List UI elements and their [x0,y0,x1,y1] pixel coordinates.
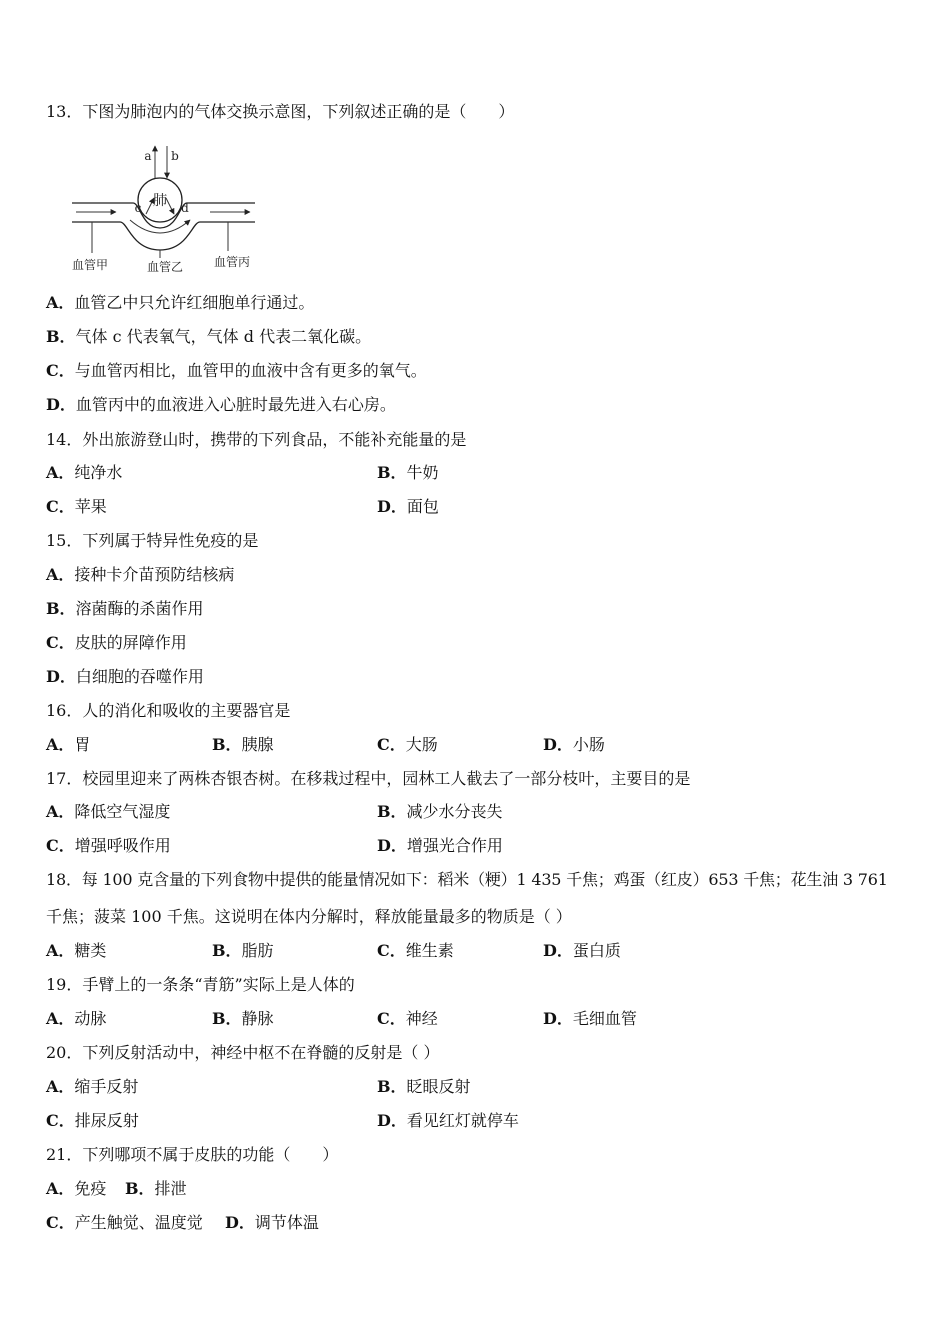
option-text: 气体 c 代表氧气，气体 d 代表二氧化碳。 [75,327,372,346]
option-letter: D． [377,836,407,855]
option-letter: B． [377,802,407,821]
option-text: 免疫 [74,1179,107,1198]
option-letter: D． [543,941,573,960]
question-20-stem [46,1043,439,1063]
q13-option-a [46,293,314,313]
label-vessel-1: 血管甲 [71,258,109,272]
q16-option-b [212,735,274,755]
question-16-stem [46,701,290,721]
question-number: 13． [46,102,83,121]
option-letter: C． [46,1111,75,1130]
option-letter: A． [46,293,75,312]
option-letter: B． [212,1009,242,1028]
option-letter: B． [46,327,76,346]
option-text: 苹果 [74,497,107,516]
option-text: 神经 [405,1009,438,1028]
label-b: b [171,149,179,163]
option-text: 降低空气湿度 [74,802,171,821]
option-text: 毛细血管 [572,1009,637,1028]
q20-option-b [377,1077,471,1097]
option-text: 血管乙中只允许红细胞单行通过。 [74,293,315,312]
option-letter: C． [46,1213,75,1232]
option-letter: A． [46,1179,75,1198]
question-number: 20． [46,1043,83,1062]
question-13-stem [46,102,514,122]
question-21-stem [46,1145,338,1165]
option-letter: A． [46,1009,75,1028]
question-text: 下列反射活动中，神经中枢不在脊髓的反射是（ ） [82,1043,440,1062]
option-text: 溶菌酶的杀菌作用 [75,599,204,618]
question-text: 下列哪项不属于皮肤的功能（ ） [82,1145,339,1164]
option-letter: B． [377,463,407,482]
option-letter: D． [543,1009,573,1028]
q20-option-a [46,1077,138,1097]
q19-option-d [543,1009,637,1029]
question-number: 15． [46,531,83,550]
option-letter: C． [377,1009,406,1028]
option-letter: C． [46,361,75,380]
option-letter: C． [377,735,406,754]
q15-option-c [46,633,187,653]
q17-option-b [377,802,503,822]
q13-option-d [46,395,396,415]
option-text: 牛奶 [406,463,439,482]
q14-option-a [46,463,122,483]
q19-option-c [377,1009,438,1029]
option-text: 白细胞的吞噬作用 [75,667,204,686]
option-text: 眨眼反射 [406,1077,471,1096]
option-text: 大肠 [405,735,438,754]
option-letter: A． [46,1077,75,1096]
option-text: 面包 [406,497,439,516]
option-letter: C． [46,836,75,855]
option-letter: D． [377,497,407,516]
option-text: 产生触觉、温度觉 [74,1213,203,1232]
question-text: 下列属于特异性免疫的是 [82,531,259,550]
option-letter: D． [543,735,573,754]
option-text: 排尿反射 [74,1111,139,1130]
option-letter: A． [46,565,75,584]
question-text: 下图为肺泡内的气体交换示意图，下列叙述正确的是（ ） [82,102,515,121]
option-letter: C． [46,497,75,516]
option-text: 皮肤的屏障作用 [74,633,187,652]
q17-option-c [46,836,171,856]
q18-option-b [212,941,274,961]
option-letter: C． [377,941,406,960]
alveolus-gas-exchange-diagram [60,138,260,278]
q20-option-d [377,1111,519,1131]
option-text: 血管丙中的血液进入心脏时最先进入右心房。 [75,395,396,414]
question-text-continued: 千焦；菠菜 100 千焦。这说明在体内分解时，释放能量最多的物质是（ ） [46,907,572,926]
label-a: a [144,149,152,163]
question-number: 17． [46,769,83,788]
question-text: 外出旅游登山时，携带的下列食品，不能补充能量的是 [82,430,467,449]
option-letter: A． [46,735,75,754]
option-letter: D． [46,395,76,414]
question-14-stem [46,430,466,450]
alveolus-label: 肺 [153,193,167,209]
q17-option-a [46,802,170,822]
option-letter: B． [125,1179,155,1198]
option-text: 小肠 [572,735,605,754]
option-letter: B． [46,599,76,618]
question-number: 16． [46,701,83,720]
option-text: 减少水分丧失 [406,802,503,821]
arrow-d [166,198,174,214]
option-letter: C． [46,633,75,652]
option-text: 接种卡介苗预防结核病 [74,565,235,584]
q16-option-c [377,735,438,755]
option-text: 缩手反射 [74,1077,139,1096]
q15-option-d [46,667,204,687]
question-number: 19． [46,975,83,994]
question-text: 每 100 克含量的下列食物中提供的能量情况如下：稻米（粳）1 435 千焦；鸡蛋（红皮）653 千焦；花生油 3 761 [81,870,888,889]
option-text: 糖类 [74,941,107,960]
option-text: 排泄 [154,1179,187,1198]
question-18-stem-line1 [46,870,888,890]
option-text: 纯净水 [74,463,123,482]
option-text: 增强光合作用 [406,836,503,855]
label-d: d [181,201,189,215]
q21-option-d [225,1213,319,1233]
option-letter: B． [212,941,242,960]
q14-option-b [377,463,439,483]
option-text: 动脉 [74,1009,107,1028]
question-number: 14． [46,430,83,449]
q18-option-a [46,941,106,961]
option-letter: D． [377,1111,407,1130]
question-text: 手臂上的一条条“青筋”实际上是人体的 [82,975,355,994]
question-text: 人的消化和吸收的主要器官是 [82,701,291,720]
question-18-stem-line2 [46,907,572,927]
q18-option-c [377,941,454,961]
q16-option-a [46,735,90,755]
option-letter: B． [212,735,242,754]
q14-option-d [377,497,439,517]
q14-option-c [46,497,107,517]
option-text: 维生素 [405,941,454,960]
q17-option-d [377,836,503,856]
option-text: 增强呼吸作用 [74,836,171,855]
question-number: 18． [46,870,82,889]
option-text: 蛋白质 [572,941,621,960]
q21-option-b [125,1179,187,1199]
option-letter: B． [377,1077,407,1096]
option-text: 脂肪 [241,941,274,960]
option-letter: A． [46,463,75,482]
option-text: 胰腺 [241,735,274,754]
question-15-stem [46,531,258,551]
option-text: 与血管丙相比，血管甲的血液中含有更多的氧气。 [74,361,427,380]
option-text: 静脉 [241,1009,274,1028]
option-letter: A． [46,941,75,960]
option-text: 胃 [74,735,91,754]
q15-option-a [46,565,234,585]
option-letter: D． [46,667,76,686]
q21-option-c [46,1213,203,1233]
question-text: 校园里迎来了两株杏银杏树。在移栽过程中，园林工人截去了一部分枝叶，主要目的是 [82,769,691,788]
q21-option-a [46,1179,106,1199]
label-vessel-3: 血管丙 [213,255,251,269]
q20-option-c [46,1111,139,1131]
q18-option-d [543,941,621,961]
q13-option-b [46,327,371,347]
q13-option-c [46,361,427,381]
label-vessel-2: 血管乙 [146,260,184,274]
q16-option-d [543,735,605,755]
question-17-stem [46,769,690,789]
label-c: c [134,201,142,215]
q15-option-b [46,599,204,619]
option-letter: D． [225,1213,255,1232]
question-19-stem [46,975,355,995]
question-number: 21． [46,1145,83,1164]
option-text: 调节体温 [254,1213,319,1232]
q19-option-a [46,1009,106,1029]
option-text: 看见红灯就停车 [406,1111,519,1130]
option-letter: A． [46,802,75,821]
q19-option-b [212,1009,274,1029]
